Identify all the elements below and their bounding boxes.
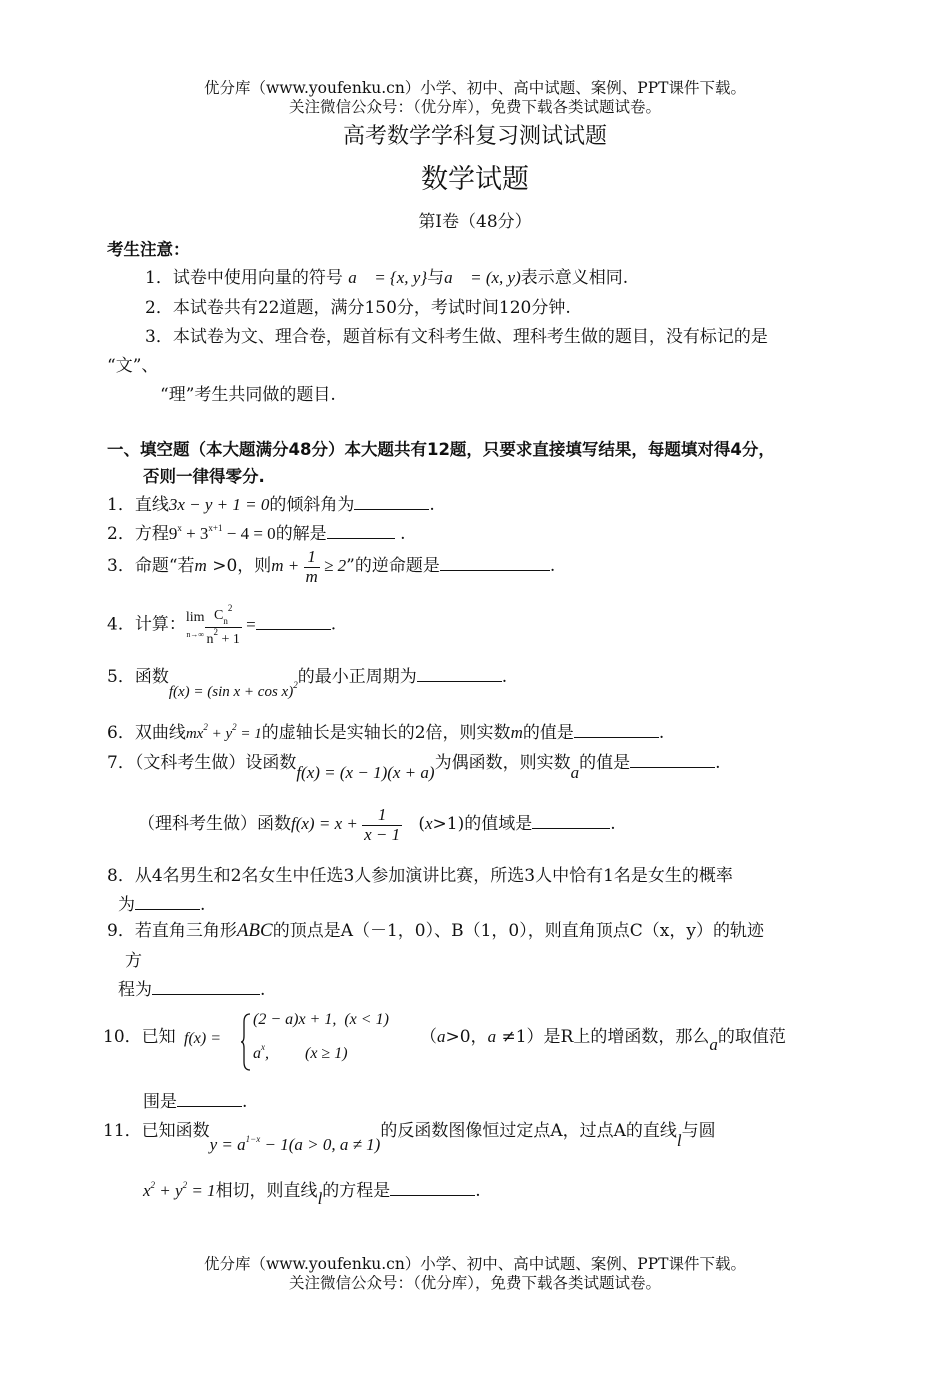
notice-item-3: 3．本试卷为文、理合卷，题首标有文科考生做、理科考生做的题目，没有标记的是 (145, 327, 768, 347)
question-8-cont: 为 . (118, 895, 206, 915)
answer-blank-6 (574, 723, 659, 738)
question-5: 5．函数f(x) = (sin x + cos x)$^2$的最小正周期为 . (107, 667, 508, 700)
notice-item-3-cont2: “理”考生共同做的题目. (160, 385, 336, 405)
q10-brace (240, 1012, 252, 1072)
q7-formula-b: f(x) = x + $\frac{1}{x - 1}$ (291, 805, 401, 844)
section-1-heading-cont: 否则一律得零分. (143, 467, 265, 486)
notice-item-3-cont: “文”、 (107, 356, 159, 376)
answer-blank-7b (532, 814, 610, 829)
q10-case-1: (2 − a)x + 1, (x < 1) (253, 1011, 389, 1028)
question-7: 7．（文科考生做）设函数f(x) = (x − 1)(x + a)为偶函数，则实数a的值是 . (107, 753, 721, 782)
volume-label: 第Ⅰ卷（48分） (418, 212, 532, 232)
exam-subtitle: 数学试题 (421, 164, 529, 195)
notice-heading: 考生注意： (107, 240, 190, 259)
answer-blank-8 (135, 895, 200, 910)
question-11-cont: $x^2 + y^2 = 1$相切，则直线l的方程是 . (143, 1180, 481, 1208)
answer-blank-9 (152, 980, 260, 995)
q11-circle: $x^2 + y^2 = 1$ (143, 1180, 216, 1200)
vector-notation-braces: a⃗ = {x, y} (348, 268, 428, 287)
header-line-1: 优分库（www.youfenku.cn）小学、初中、高中试题、案例、PPT课件下载。 (203, 79, 747, 97)
notice-item-2: 2．本试卷共有22道题，满分150分，考试时间120分钟. (145, 298, 571, 318)
footer-line-2: 关注微信公众号：（优分库），免费下载各类试题试卷。 (288, 1274, 661, 1292)
answer-blank-1 (354, 495, 429, 510)
q1-formula: 3x − y + 1 = 0 (168, 495, 270, 514)
question-7-science: （理科考生做）函数f(x) = x + $\frac{1}{x - 1}$ (x>1)的值域是 . (138, 805, 616, 844)
answer-blank-4 (256, 615, 331, 630)
question-11: 11．已知函数$y = a^{1-x} - 1(a > 0$, a ≠ 1)的反函数图像恒过定点A，过点A的直线l与圆 (103, 1121, 716, 1154)
notice-item-1: 1．试卷中使用向量的符号 a⃗ = {x, y}与a⃗ = (x, y)表示意义相同. (145, 268, 629, 288)
vector-notation-parens: a⃗ = (x, y) (444, 268, 521, 287)
question-2: 2．方程$9^x + 3^{x+1} - 4 = 0$的解是 . (107, 523, 406, 544)
answer-blank-7 (630, 753, 715, 768)
answer-blank-3 (440, 556, 550, 571)
question-4: 4．计算：lim n→∞ $\frac{C_n^2}{n^2 + 1}$ = . (107, 603, 337, 647)
q11-formula: $y = a^{1-x} - 1(a > 0$, a ≠ 1) (209, 1134, 381, 1154)
q10-case-2: $a^x$, (x ≥ 1) (253, 1042, 348, 1062)
question-9: 9．若直角三角形ABC的顶点是A（－1，0）、B（1，0），则直角顶点C（x，y）的轨迹 (107, 920, 764, 941)
q7-variable: a (570, 763, 580, 782)
answer-blank-10 (177, 1092, 242, 1107)
question-3: 3．命题“若m >0，则m + $\frac{1}{m}$ ≥ 2”的逆命题是 . (107, 547, 556, 586)
q3-condition: m (194, 556, 207, 576)
q5-formula: f(x) = (sin x + cos x)$^2$ (168, 680, 298, 700)
question-9-cont2: 程为 . (118, 980, 266, 1000)
answer-blank-11 (390, 1181, 475, 1196)
answer-blank-2 (327, 524, 395, 539)
question-8: 8．从4名男生和2名女生中任选3人参加演讲比赛，所选3人中恰有1名是女生的概率 (107, 866, 733, 886)
header-line-2: 关注微信公众号：（优分库），免费下载各类试题试卷。 (288, 98, 661, 116)
exam-title: 高考数学学科复习测试试题 (342, 124, 607, 149)
question-10-cont2: 围是 . (143, 1092, 248, 1112)
question-9-cont: 方 (125, 951, 142, 971)
q4-limit-formula: lim n→∞ $\frac{C_n^2}{n^2 + 1}$ = (185, 603, 256, 647)
question-6: 6．双曲线$mx^2 + y^2 = 1$的虚轴长是实轴长的2倍，则实数m的值是 . (107, 722, 665, 743)
question-10-label: 10．已知 (103, 1027, 176, 1047)
q2-formula: $9^x + 3^{x+1} - 4 = 0$ (168, 523, 276, 543)
footer-line-1: 优分库（www.youfenku.cn）小学、初中、高中试题、案例、PPT课件下载。 (203, 1255, 747, 1273)
q6-formula: $mx^2 + y^2 = 1$ (185, 722, 262, 742)
section-1-heading: 一、填空题（本大题满分48分）本大题共有12题，只要求直接填写结果，每题填对得4分， (107, 440, 775, 459)
answer-blank-5 (417, 667, 502, 682)
q3-formula: m + $\frac{1}{m}$ ≥ 2 (271, 547, 347, 586)
q7-formula-a: f(x) = (x − 1)(x + a) (296, 763, 435, 782)
q10-function: f(x) = (184, 1030, 221, 1047)
question-10-cont: （a>0，a ≠1）是R上的增函数，那么a的取值范 (420, 1027, 786, 1054)
q9-triangle: ABC (236, 920, 273, 941)
question-1: 1．直线3x − y + 1 = 0的倾斜角为 . (107, 495, 435, 515)
q6-variable: m (510, 723, 523, 742)
